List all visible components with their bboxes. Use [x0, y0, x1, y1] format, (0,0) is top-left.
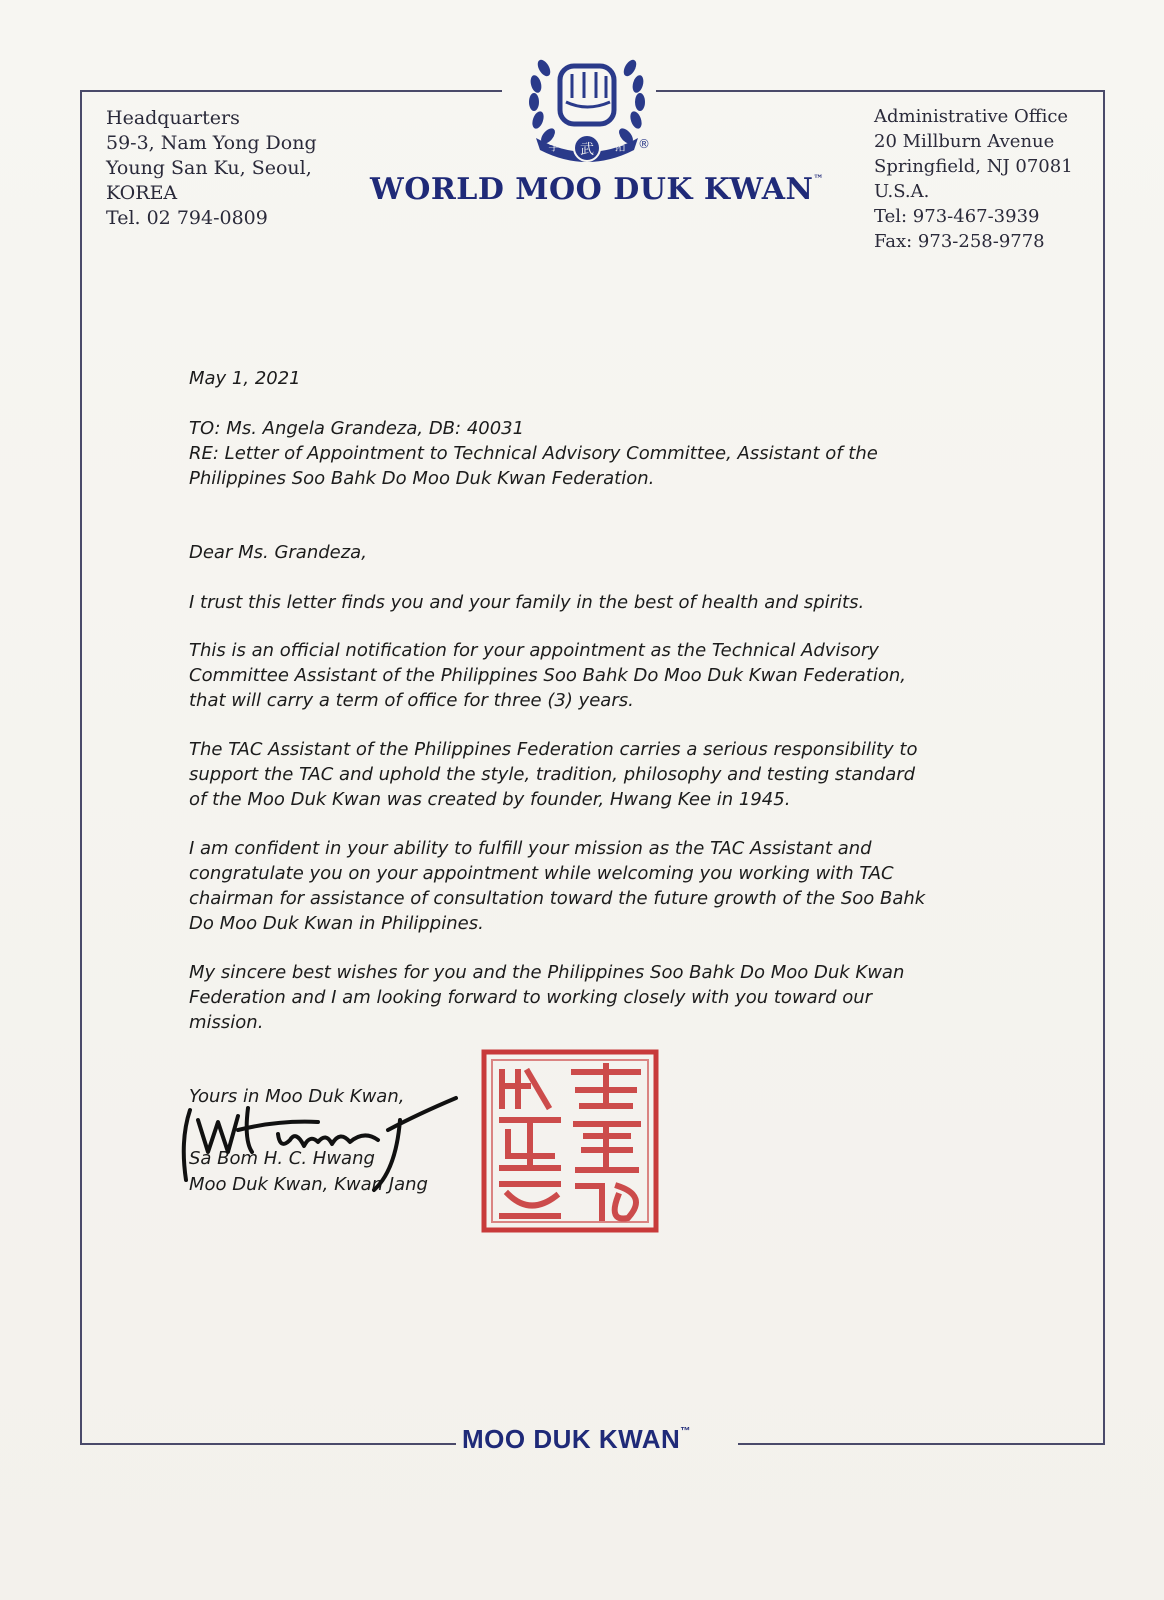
paragraph-line: support the TAC and uphold the style, tradition, philosophy and testing standard — [189, 764, 916, 785]
paragraph-line: chairman for assistance of consultation toward the future growth of the Soo Bahk — [189, 888, 926, 909]
paragraph-line: This is an official notification for your appointment as the Technical Advisory — [189, 640, 879, 661]
letter-date: May 1, 2021 — [189, 368, 301, 389]
signer-title: Moo Duk Kwan, Kwan Jang — [189, 1174, 428, 1195]
address-line: Young San Ku, Seoul, — [106, 157, 312, 179]
organization-name: WORLD MOO DUK KWAN™ — [370, 172, 824, 207]
address-line: U.S.A. — [874, 181, 930, 202]
administrative-office-address — [874, 104, 1073, 254]
fist-emblem-icon — [522, 38, 652, 168]
svg-text:拓: 拓 — [614, 140, 626, 153]
paragraph-line: Committee Assistant of the Philippines Soo Bahk Do Moo Duk Kwan Federation, — [189, 665, 907, 686]
address-line: 59-3, Nam Yong Dong — [106, 132, 317, 154]
paragraph-line: congratulate you on your appointment while welcoming you working with TAC — [189, 863, 894, 884]
frame-border-bottom-left — [80, 1443, 456, 1445]
paragraph-line: of the Moo Duk Kwan was created by founder, Hwang Kee in 1945. — [189, 789, 791, 810]
address-line: Springfield, NJ 07081 — [874, 156, 1073, 177]
paragraph-line: that will carry a term of office for three (3) years. — [189, 690, 634, 711]
red-seal-stamp — [478, 1046, 662, 1236]
body-paragraph — [189, 590, 989, 615]
frame-border-top-right — [656, 90, 1105, 92]
body-paragraph — [189, 960, 989, 1035]
body-paragraph — [189, 638, 989, 713]
paragraph-line: mission. — [189, 1012, 264, 1033]
closing: Yours in Moo Duk Kwan, — [189, 1086, 405, 1107]
frame-border-left — [80, 90, 82, 1444]
svg-text:武: 武 — [580, 142, 594, 158]
svg-text:®: ® — [638, 137, 650, 151]
paragraph-line: The TAC Assistant of the Philippines Federation carries a serious responsibility to — [189, 739, 918, 760]
recipient-block — [189, 416, 989, 491]
paragraph-line: Federation and I am looking forward to working closely with you toward our — [189, 987, 873, 1008]
paragraph-line: My sincere best wishes for you and the Philippines Soo Bahk Do Moo Duk Kwan — [189, 962, 905, 983]
address-line: 20 Millburn Avenue — [874, 131, 1055, 152]
paragraph-line: I am confident in your ability to fulfill your mission as the TAC Assistant and — [189, 838, 872, 859]
footer-organization-name: MOO DUK KWAN™ — [462, 1424, 691, 1454]
re-line: RE: Letter of Appointment to Technical Advisory Committee, Assistant of the — [189, 443, 878, 464]
headquarters-address — [106, 106, 317, 231]
paragraph-line: Do Moo Duk Kwan in Philippines. — [189, 913, 484, 934]
address-line: Tel. 02 794-0809 — [106, 207, 268, 229]
body-paragraph — [189, 737, 989, 812]
to-line: TO: Ms. Angela Grandeza, DB: 40031 — [189, 418, 525, 439]
address-line: Fax: 973-258-9778 — [874, 231, 1045, 252]
body-paragraph — [189, 836, 989, 936]
frame-border-right — [1103, 90, 1105, 1444]
handwritten-signature — [168, 1090, 478, 1200]
salutation: Dear Ms. Grandeza, — [189, 542, 367, 563]
svg-text:手: 手 — [548, 140, 560, 153]
signer-name: Sa Bom H. C. Hwang — [189, 1148, 375, 1169]
address-line: Headquarters — [106, 107, 240, 129]
frame-border-top-left — [80, 90, 502, 92]
re-line: Philippines Soo Bahk Do Moo Duk Kwan Federation. — [189, 468, 655, 489]
address-line: Administrative Office — [874, 106, 1069, 127]
address-line: KOREA — [106, 182, 178, 204]
frame-border-bottom-right — [738, 1443, 1105, 1445]
address-line: Tel: 973-467-3939 — [874, 206, 1040, 227]
paragraph-line: I trust this letter finds you and your family in the best of health and spirits. — [189, 592, 865, 613]
